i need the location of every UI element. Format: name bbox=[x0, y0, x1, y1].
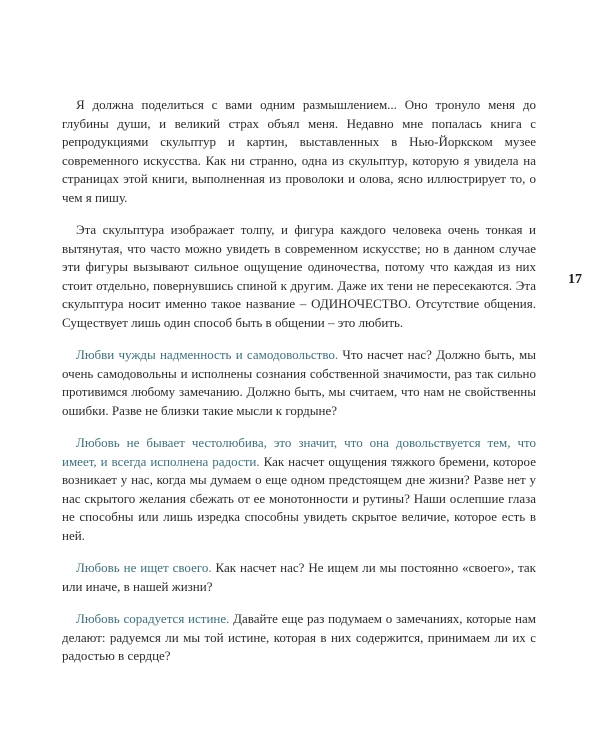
paragraph-4-text: Как насчет ощущения тяжкого бремени, которое возникает у нас, когда мы думаем о еще одном предстоящем дне жизни? Разве нет у нас скрытого желания сбежать от ее монотонности и рутины? Наши ослепшие глаза не способны или лишь изредка способны увидеть скрытое величие, которое есть в ней. bbox=[62, 453, 536, 543]
paragraph-5 bbox=[62, 559, 536, 596]
paragraph-3 bbox=[62, 346, 536, 420]
page-body-text bbox=[62, 96, 536, 680]
paragraph-1-text: Я должна поделиться с вами одним размышлением... Оно тронуло меня до глубины души, и великий страх объял меня. Недавно мне попалась книга с репродукциями скульптур и картин, выставленных в Нью-Йоркском музее современного искусства. Как ни странно, одна из скульптур, которую я увидела на страницах этой книги, выполненная из проволоки и олова, ясно иллюстрирует то, о чем я пишу. bbox=[62, 97, 536, 205]
paragraph-3-text: Что насчет нас? Должно быть, мы очень самодовольны и исполнены сознания собственной значимости, раз так сильно противимся любому замечанию. Должно быть, мы считаем, что нам не свойственны ошибки. Разве не близки такие мысли к гордыне? bbox=[62, 347, 536, 418]
paragraph-5-lead: Любовь не ищет своего. bbox=[76, 560, 212, 575]
paragraph-1 bbox=[62, 96, 536, 207]
paragraph-4 bbox=[62, 434, 536, 545]
paragraph-6 bbox=[62, 610, 536, 666]
paragraph-6-lead: Любовь сорадуется истине. bbox=[76, 611, 230, 626]
paragraph-2 bbox=[62, 221, 536, 332]
page-number: 17 bbox=[568, 272, 582, 287]
paragraph-5-text: Как насчет нас? Не ищем ли мы постоянно «своего», так или иначе, в нашей жизни? bbox=[62, 560, 536, 594]
paragraph-4-lead: Любовь не бывает честолюбива, это значит, что она довольствуется тем, что имеет, и всегда исполнена радости. bbox=[62, 435, 536, 469]
paragraph-2-text: Эта скульптура изображает толпу, и фигура каждого человека очень тонкая и вытянутая, что часто можно увидеть в современном искусстве; но в данном случае эти фигуры вызывают сильное ощущение одиночества, потому что каждая из них стоит отдельно, повернувшись спиной к другим. Даже их тени не пересекаются. Эта скульптура носит именно такое название – ОДИНОЧЕСТВО. Отсутствие общения. Существует лишь один способ быть в общении – это любить. bbox=[62, 222, 536, 330]
paragraph-3-lead: Любви чужды надменность и самодовольство. bbox=[76, 347, 339, 362]
paragraph-6-text: Давайте еще раз подумаем о замечаниях, которые нам делают: радуемся ли мы той истине, которая в них содержится, принимаем ли их с радостью в сердце? bbox=[62, 611, 536, 663]
